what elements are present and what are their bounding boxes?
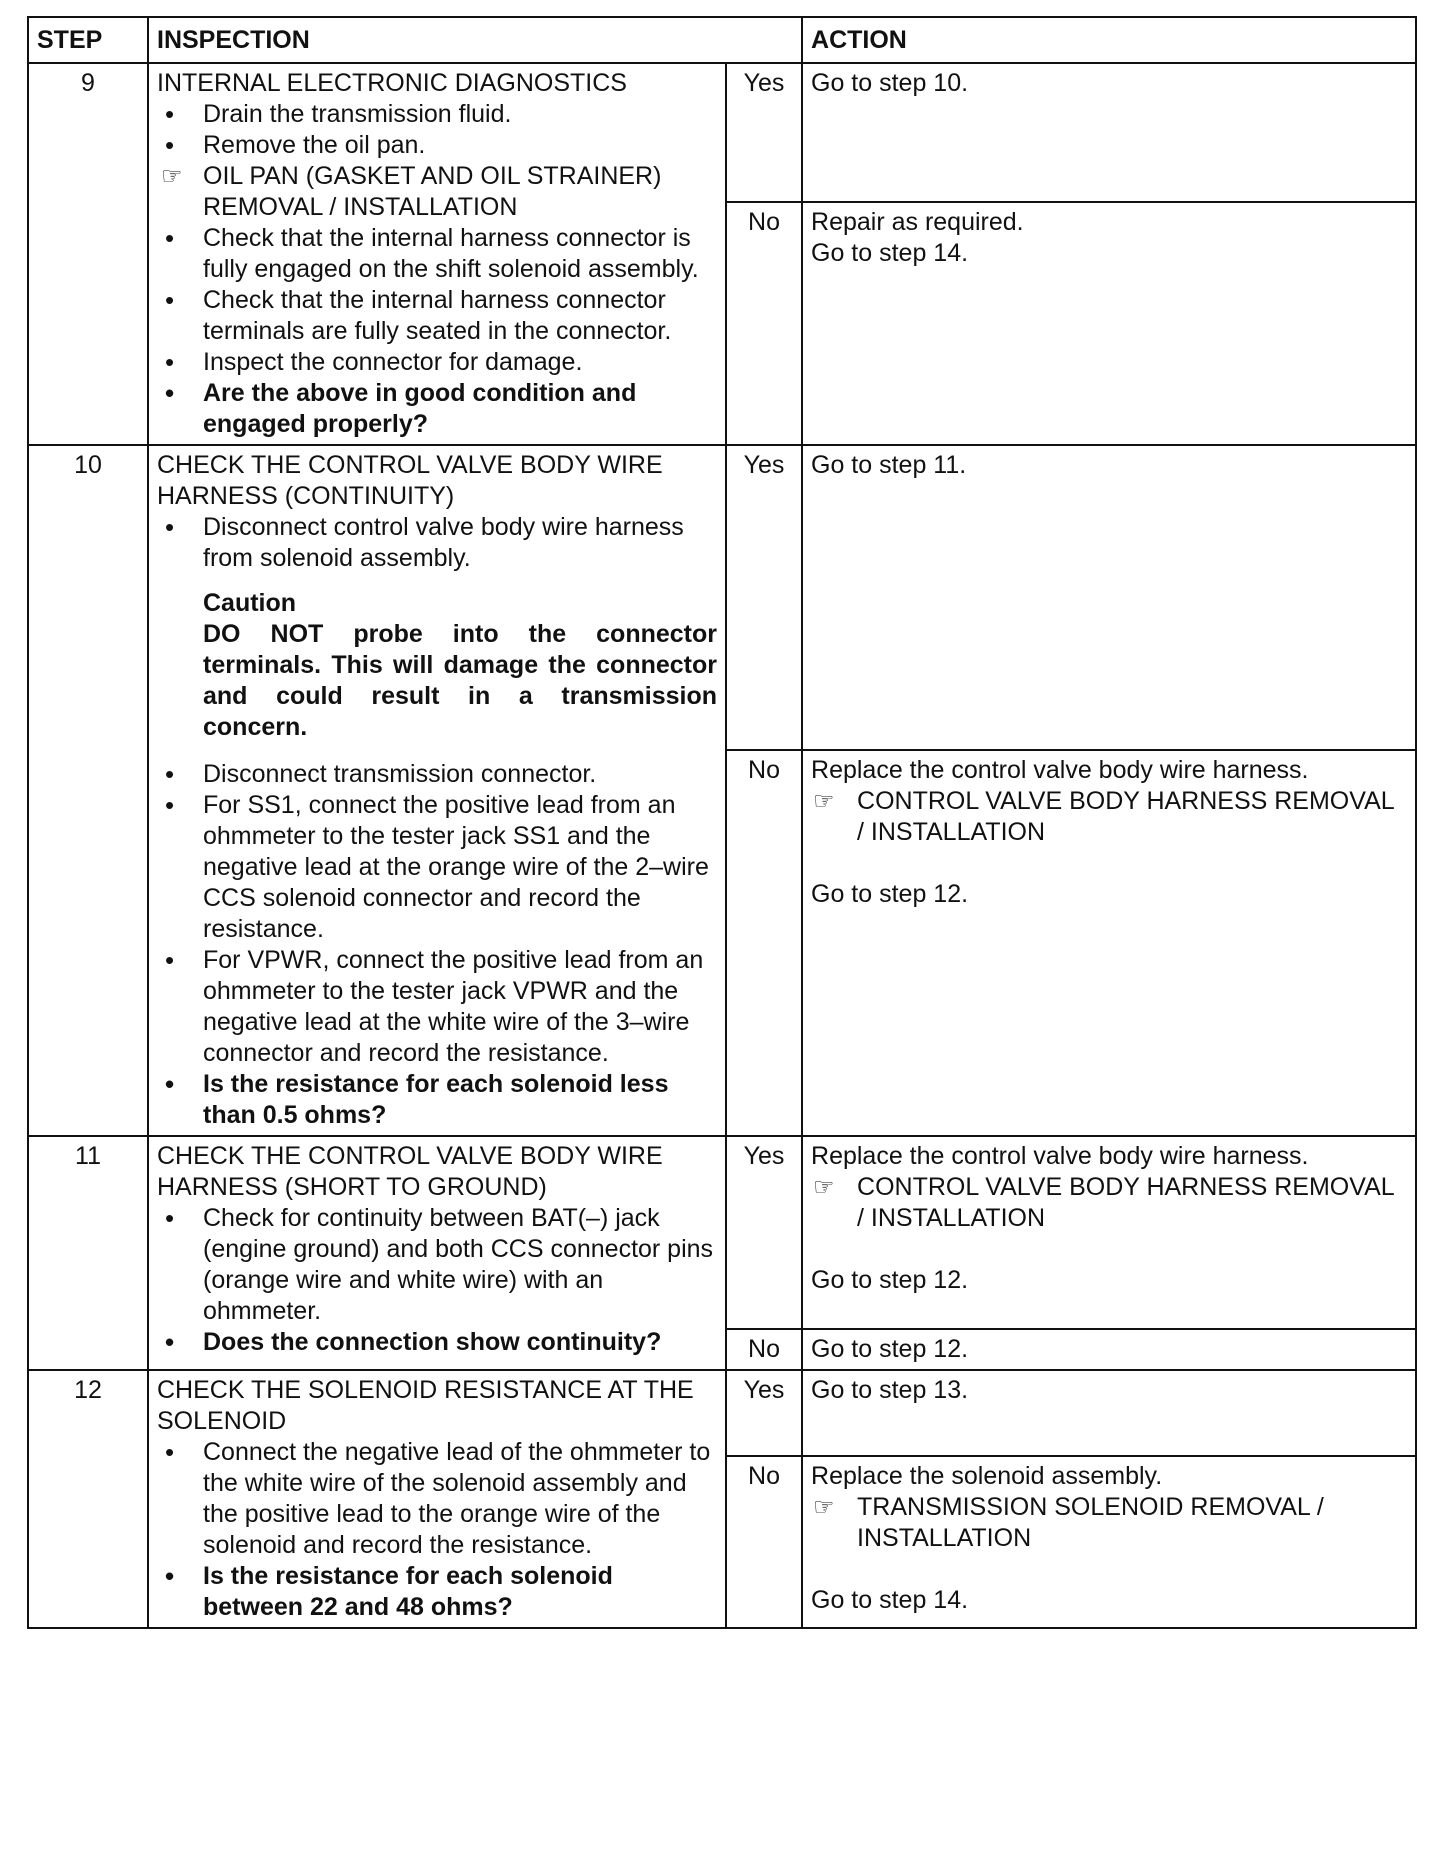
action-text: Replace the control valve body wire harness. bbox=[811, 756, 1309, 784]
answer-yes: Yes bbox=[726, 1136, 802, 1329]
list-item: • Disconnect transmission connector. bbox=[157, 759, 717, 790]
action-text: Replace the solenoid assembly. bbox=[811, 1462, 1163, 1490]
reference-text: CONTROL VALVE BODY HARNESS REMOVAL / INSTALLATION bbox=[857, 1173, 1394, 1232]
list-item: • Check that the internal harness connector is fully engaged on the shift solenoid assembly. bbox=[157, 223, 717, 285]
answer-no: No bbox=[726, 202, 802, 445]
action-text: Go to step 12. bbox=[811, 880, 969, 908]
list-item: • Drain the transmission fluid. bbox=[157, 99, 717, 130]
answer-no: No bbox=[726, 750, 802, 1136]
list-item: • For SS1, connect the positive lead from an ohmmeter to the tester jack SS1 and the negative lead at the orange wire of the 2–wire CCS solenoid connector and record the resistance. bbox=[157, 790, 717, 945]
step-number: 10 bbox=[28, 445, 148, 1136]
list-item: • For VPWR, connect the positive lead from an ohmmeter to the tester jack VPWR and the negative lead at the white wire of the 3–wire connector and record the resistance. bbox=[157, 945, 717, 1069]
header-action: ACTION bbox=[802, 17, 1416, 63]
action-text: Go to step 10. bbox=[811, 69, 969, 97]
question-item: • Is the resistance for each solenoid less than 0.5 ohms? bbox=[157, 1069, 717, 1131]
action-yes bbox=[802, 1370, 1416, 1456]
inspection-list bbox=[157, 512, 717, 574]
inspection-cell bbox=[148, 1370, 726, 1628]
step-12-yes-row bbox=[28, 1370, 1416, 1456]
action-text: Go to step 11. bbox=[811, 451, 967, 479]
question-item: • Is the resistance for each solenoid between 22 and 48 ohms? bbox=[157, 1561, 717, 1623]
inspection-list bbox=[157, 99, 717, 440]
question-item: • Does the connection show continuity? bbox=[157, 1327, 717, 1358]
action-yes bbox=[802, 445, 1416, 750]
answer-no: No bbox=[726, 1456, 802, 1628]
caution-text: DO NOT probe into the connector terminals. This will damage the connector and could result in a transmission concern. bbox=[203, 620, 717, 741]
answer-yes: Yes bbox=[726, 1370, 802, 1456]
reference-text: TRANSMISSION SOLENOID REMOVAL / INSTALLATION bbox=[857, 1493, 1324, 1552]
action-text: Go to step 14. bbox=[811, 1586, 969, 1614]
action-text: Go to step 13. bbox=[811, 1376, 969, 1404]
action-reference bbox=[811, 1172, 1407, 1234]
inspection-cell bbox=[148, 1136, 726, 1370]
inspection-title: INTERNAL ELECTRONIC DIAGNOSTICS bbox=[157, 69, 627, 97]
inspection-title: CHECK THE SOLENOID RESISTANCE AT THE SOLENOID bbox=[157, 1376, 694, 1435]
pointing-hand-icon: ☞ bbox=[813, 788, 835, 815]
action-text: Repair as required. bbox=[811, 207, 1024, 236]
list-item: • Check for continuity between BAT(–) jack (engine ground) and both CCS connector pins (orange wire and white wire) with an ohmmeter. bbox=[157, 1203, 717, 1327]
action-no bbox=[802, 1456, 1416, 1628]
inspection-cell bbox=[148, 63, 726, 445]
list-item: • Remove the oil pan. bbox=[157, 130, 717, 161]
caution-block bbox=[203, 588, 717, 743]
list-item: • Disconnect control valve body wire harness from solenoid assembly. bbox=[157, 512, 717, 574]
step-number: 12 bbox=[28, 1370, 148, 1628]
inspection-cell bbox=[148, 445, 726, 1136]
action-no bbox=[802, 750, 1416, 1136]
step-number: 11 bbox=[28, 1136, 148, 1370]
question-item: • Are the above in good condition and engaged properly? bbox=[157, 378, 717, 440]
action-reference bbox=[811, 786, 1407, 848]
header-inspection: INSPECTION bbox=[148, 17, 802, 63]
reference-item: ☞ OIL PAN (GASKET AND OIL STRAINER) REMOVAL / INSTALLATION bbox=[157, 161, 717, 223]
pointing-hand-icon: ☞ bbox=[813, 1494, 835, 1521]
list-item: • Connect the negative lead of the ohmmeter to the white wire of the solenoid assembly and the positive lead to the orange wire of the solenoid and record the resistance. bbox=[157, 1437, 717, 1561]
action-text: Go to step 12. bbox=[811, 1266, 969, 1294]
step-9-yes-row bbox=[28, 63, 1416, 202]
inspection-list bbox=[157, 1437, 717, 1623]
reference-text: CONTROL VALVE BODY HARNESS REMOVAL / INSTALLATION bbox=[857, 787, 1394, 846]
step-10-yes-row bbox=[28, 445, 1416, 750]
answer-no: No bbox=[726, 1329, 802, 1370]
step-11-yes-row bbox=[28, 1136, 1416, 1329]
answer-yes: Yes bbox=[726, 445, 802, 750]
list-item: • Inspect the connector for damage. bbox=[157, 347, 717, 378]
action-no bbox=[802, 1329, 1416, 1370]
action-text: Go to step 14. bbox=[811, 238, 969, 267]
action-reference bbox=[811, 1492, 1407, 1554]
diagnostic-table bbox=[27, 16, 1417, 1629]
inspection-title: CHECK THE CONTROL VALVE BODY WIRE HARNESS (SHORT TO GROUND) bbox=[157, 1142, 663, 1201]
answer-yes: Yes bbox=[726, 63, 802, 202]
pointing-hand-icon: ☞ bbox=[813, 1174, 835, 1201]
header-row bbox=[28, 17, 1416, 63]
caution-title: Caution bbox=[203, 589, 297, 617]
inspection-title: CHECK THE CONTROL VALVE BODY WIRE HARNESS (CONTINUITY) bbox=[157, 451, 663, 510]
step-number: 9 bbox=[28, 63, 148, 445]
action-text: Replace the control valve body wire harness. bbox=[811, 1142, 1309, 1170]
header-step: STEP bbox=[28, 17, 148, 63]
inspection-list bbox=[157, 759, 717, 1131]
action-yes bbox=[802, 1136, 1416, 1329]
action-text: Go to step 12. bbox=[811, 1335, 969, 1363]
inspection-list bbox=[157, 1203, 717, 1358]
action-no bbox=[802, 202, 1416, 445]
action-yes bbox=[802, 63, 1416, 202]
list-item: • Check that the internal harness connector terminals are fully seated in the connector. bbox=[157, 285, 717, 347]
